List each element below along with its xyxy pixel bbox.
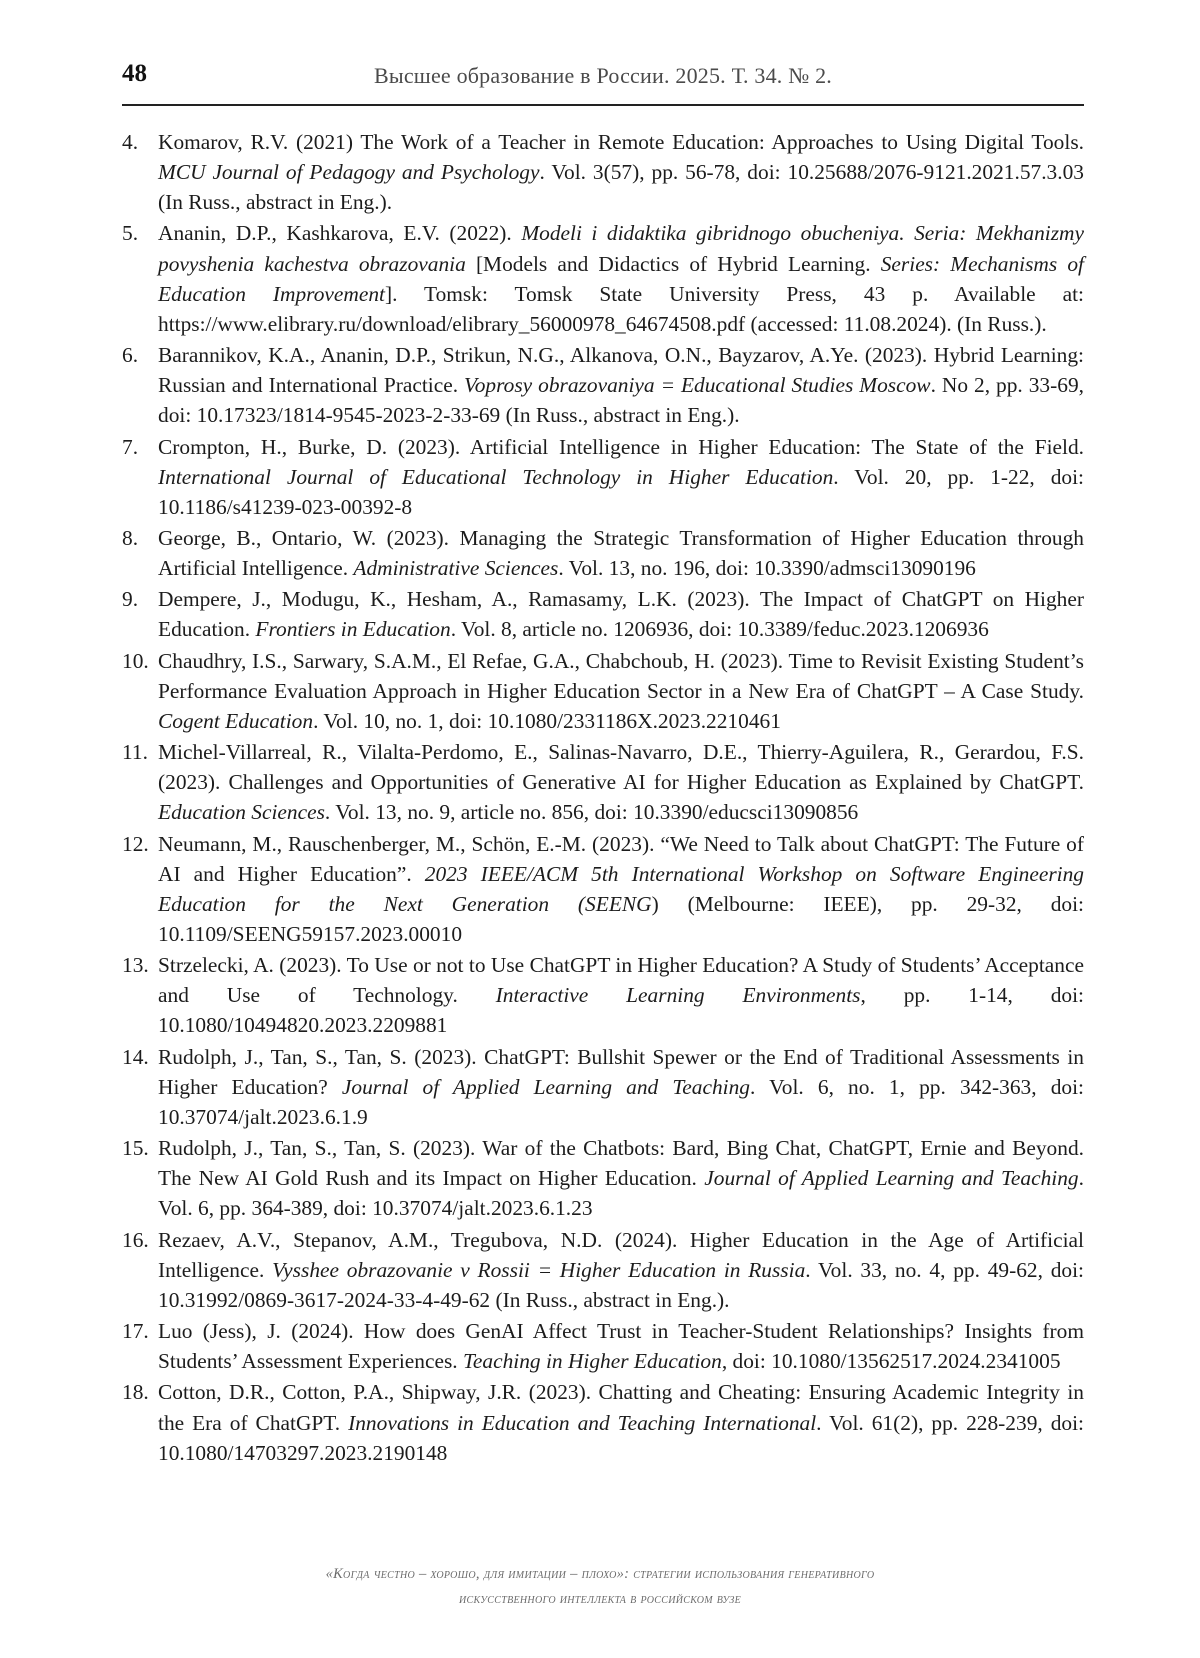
reference-text: . Vol. 33, no. 4, pp. 49-62, doi: 10.31992/0869-3617-2024-33-4-49-62 (In Russ., abstract in Eng.).	[158, 1257, 1084, 1312]
reference-number: 14.	[122, 1044, 149, 1069]
reference-item	[122, 1225, 1084, 1315]
reference-number: 13.	[122, 953, 149, 978]
reference-text: . Vol. 6, pp. 364-389, doi: 10.37074/jalt.2023.6.1.23	[158, 1166, 1084, 1221]
reference-text: Rudolph, J., Tan, S., Tan, S. (2023). War of the Chatbots: Bard, Bing Chat, ChatGPT, Ernie and Beyond. The New AI Gold Rush and its Impact on Higher Education.	[158, 1136, 1084, 1191]
reference-number: 12.	[122, 831, 149, 856]
reference-text: . Vol. 13, no. 9, article no. 856, doi: 10.3390/educsci13090856	[324, 800, 859, 825]
reference-list	[122, 127, 1084, 1469]
reference-text: . Vol. 13, no. 196, doi: 10.3390/admsci13090196	[558, 556, 976, 581]
reference-number: 17.	[122, 1319, 149, 1344]
reference-text: . Vol. 10, no. 1, doi: 10.1080/2331186X.2023.2210461	[313, 708, 781, 733]
reference-source-title: Teaching in Higher Education	[462, 1349, 722, 1374]
page-number: 48	[122, 60, 147, 87]
journal-title: Высшее образование в России. 2025. Т. 34. № 2.	[373, 63, 832, 88]
reference-text: Chaudhry, I.S., Sarwary, S.A.M., El Refae, G.A., Chabchoub, H. (2023). Time to Revisit Existing Student’s Performance Evaluation Approach in Higher Education Sector in a New Era of ChatGPT – A Case Study.	[158, 648, 1084, 703]
reference-source-title: Journal of Applied Learning and Teaching	[704, 1166, 1079, 1191]
reference-source-title: International Journal of Educational Technology in Higher Education	[158, 464, 834, 489]
reference-text: Rudolph, J., Tan, S., Tan, S. (2023). ChatGPT: Bullshit Spewer or the End of Traditional Assessments in Higher Education?	[158, 1044, 1084, 1099]
reference-source-title: Education Sciences	[158, 800, 325, 825]
reference-source-title: Modeli i didaktika gibridnogo obucheniya. Seria: Mekhanizmy povyshenia kachestva obrazovania	[158, 221, 1085, 276]
reference-number: 9.	[122, 587, 139, 612]
reference-item	[122, 584, 1084, 644]
reference-text: Ananin, D.P., Kashkarova, E.V. (2022).	[158, 221, 522, 246]
reference-text: , doi: 10.1080/13562517.2024.2341005	[721, 1349, 1061, 1374]
reference-item	[122, 127, 1084, 217]
reference-text: Dempere, J., Modugu, K., Hesham, A., Ramasamy, L.K. (2023). The Impact of ChatGPT on Higher Education.	[158, 587, 1084, 642]
reference-number: 15.	[122, 1136, 149, 1161]
reference-source-title: Administrative Sciences	[353, 556, 559, 581]
reference-text: . No 2, pp. 33-69, doi: 10.17323/1814-9545-2023-2-33-69 (In Russ., abstract in Eng.).	[158, 373, 1084, 428]
reference-item	[122, 1377, 1084, 1467]
reference-item	[122, 950, 1084, 1040]
reference-text: . Vol. 3(57), pp. 56-78, doi: 10.25688/2076-9121.2021.57.3.03 (In Russ., abstract in Eng.).	[158, 160, 1084, 215]
reference-text: . Vol. 20, pp. 1-22, doi: 10.1186/s41239-023-00392-8	[158, 464, 1085, 519]
reference-item	[122, 737, 1084, 827]
reference-text: . Vol. 6, no. 1, pp. 342-363, doi: 10.37074/jalt.2023.6.1.9	[158, 1074, 1084, 1129]
reference-item	[122, 829, 1084, 949]
reference-item	[122, 432, 1084, 522]
reference-source-title: Journal of Applied Learning and Teaching	[341, 1074, 750, 1099]
reference-source-title: Innovations in Education and Teaching International	[348, 1410, 817, 1435]
reference-source-title: 2023 IEEE/ACM 5th International Workshop on Software Engineering Education for the Next Generation (SEENG	[158, 861, 1084, 916]
reference-number: 10.	[122, 648, 149, 673]
running-footer	[150, 1562, 1050, 1612]
reference-item	[122, 1042, 1084, 1132]
reference-text: ]. Tomsk: Tomsk State University Press, 43 p. Available at: https://www.elibrary.ru/download/elibrary_56000978_64674508.pdf (accessed: 11.08.2024). (In Russ.).	[158, 281, 1084, 336]
reference-number: 7.	[122, 434, 139, 459]
reference-text: Neumann, M., Rauschenberger, M., Schön, E.-M. (2023). “We Need to Talk about ChatGPT: The Future of AI and Higher Education”.	[158, 831, 1084, 886]
reference-number: 8.	[122, 525, 139, 550]
reference-number: 4.	[122, 130, 139, 154]
reference-text: Komarov, R.V. (2021) The Work of a Teacher in Remote Education: Approaches to Using Digital Tools.	[158, 130, 1084, 154]
reference-item	[122, 1316, 1084, 1376]
reference-source-title: MCU Journal of Pedagogy and Psychology	[158, 160, 540, 185]
reference-text: Cotton, D.R., Cotton, P.A., Shipway, J.R. (2023). Chatting and Cheating: Ensuring Academic Integrity in the Era of ChatGPT.	[158, 1380, 1084, 1435]
reference-item	[122, 340, 1084, 430]
reference-text: George, B., Ontario, W. (2023). Managing the Strategic Transformation of Higher Education through Artificial Intelligence.	[158, 525, 1084, 581]
footer-line-1: «Когда честно – хорошо, для имитации – плохо»: стратегии использования генеративного	[325, 1566, 875, 1582]
reference-source-title: Series: Mechanisms of Education Improvement	[158, 251, 1084, 306]
reference-text: ) (Melbourne: IEEE), pp. 29-32, doi: 10.1109/SEENG59157.2023.00010	[158, 891, 1084, 946]
reference-text: Rezaev, A.V., Stepanov, A.M., Tregubova, N.D. (2024). Higher Education in the Age of Artificial Intelligence.	[158, 1227, 1084, 1282]
reference-source-title: Cogent Education	[158, 708, 314, 733]
reference-number: 6.	[122, 343, 139, 368]
reference-text: Barannikov, K.A., Ananin, D.P., Strikun, N.G., Alkanova, O.N., Bayzarov, A.Ye. (2023). Hybrid Learning: Russian and International Practice.	[158, 343, 1084, 398]
reference-source-title: Vysshee obrazovanie v Rossii = Higher Education in Russia	[272, 1257, 806, 1282]
reference-item	[122, 218, 1084, 338]
reference-number: 16.	[122, 1227, 149, 1252]
reference-number: 11.	[122, 740, 148, 765]
reference-item	[122, 1133, 1084, 1223]
reference-source-title: Frontiers in Education	[255, 617, 451, 642]
footer-line-2: искусственного интеллекта в российском вузе	[458, 1591, 742, 1607]
reference-number: 18.	[122, 1380, 149, 1405]
reference-item	[122, 646, 1084, 736]
reference-text: . Vol. 61(2), pp. 228-239, doi: 10.1080/14703297.2023.2190148	[158, 1410, 1084, 1465]
reference-text: Strzelecki, A. (2023). To Use or not to Use ChatGPT in Higher Education? A Study of Students’ Acceptance and Use of Technology.	[158, 953, 1084, 1008]
reference-text: , pp. 1-14, doi: 10.1080/10494820.2023.2209881	[158, 983, 1084, 1038]
reference-text: Luo (Jess), J. (2024). How does GenAI Affect Trust in Teacher-Student Relationships? Insights from Students’ Assessment Experiences.	[158, 1319, 1084, 1374]
running-header	[122, 56, 1084, 106]
reference-text: . Vol. 8, article no. 1206936, doi: 10.3389/feduc.2023.1206936	[450, 617, 989, 642]
reference-text: Crompton, H., Burke, D. (2023). Artificial Intelligence in Higher Education: The State of the Field.	[158, 434, 1084, 459]
reference-source-title: Voprosy obrazovaniya = Educational Studies Moscow	[464, 373, 931, 398]
reference-source-title: Interactive Learning Environments	[495, 983, 861, 1008]
reference-number: 5.	[122, 221, 139, 246]
reference-text: [Models and Didactics of Hybrid Learning.	[465, 251, 881, 276]
reference-item	[122, 523, 1084, 583]
reference-text: Michel-Villarreal, R., Vilalta-Perdomo, E., Salinas-Navarro, D.E., Thierry-Aguilera, R., Gerardou, F.S. (2023). Challenges and Opportunities of Generative AI for Higher Education as Explained by ChatGPT.	[158, 740, 1084, 795]
